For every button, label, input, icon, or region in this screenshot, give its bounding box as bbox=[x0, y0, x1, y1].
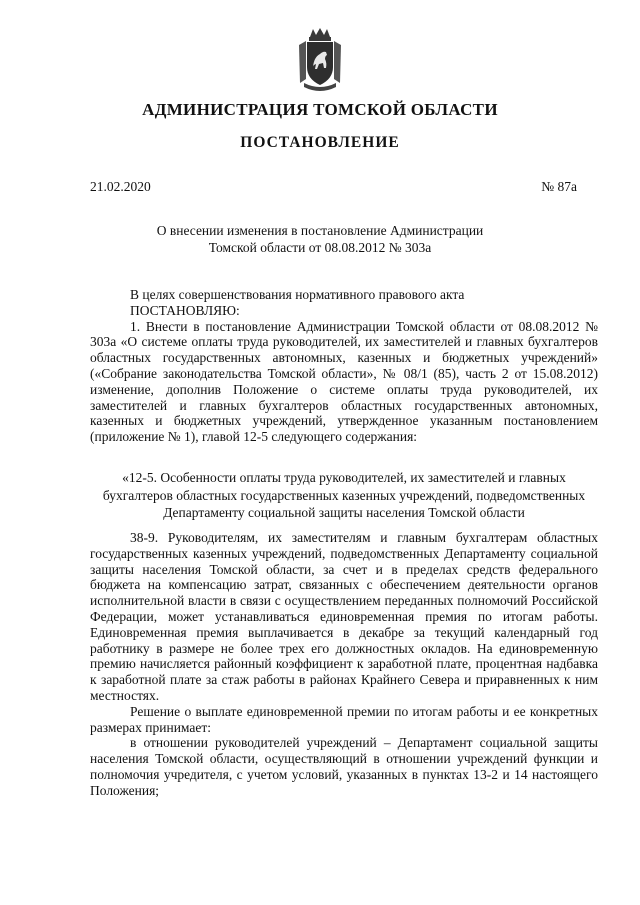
heads-paragraph: в отношении руководителей учреждений – Департамент социальной защиты населения Томской области, осуществляющий в отношении учреждений функции и полномочия учредителя, с учетом условий, указанных в пунктах 13-2 и 14 настоящего Положения; bbox=[90, 735, 598, 798]
document-subject bbox=[0, 222, 640, 256]
organization-title: АДМИНИСТРАЦИЯ ТОМСКОЙ ОБЛАСТИ bbox=[142, 100, 498, 119]
chapter-heading-line-3: Департаменту социальной защиты населения Томской области bbox=[163, 505, 525, 520]
resolve-paragraph: ПОСТАНОВЛЯЮ: bbox=[130, 302, 240, 318]
chapter-heading-line-2: бухгалтеров областных государственных казенных учреждений, подведомственных bbox=[102, 487, 586, 503]
document-date: 21.02.2020 bbox=[90, 179, 151, 194]
paragraph-38-9: 38-9. Руководителям, их заместителям и главным бухгалтерам областных государственных казенных учреждений, подведомственных Департаменту социальной защиты населения Томской области, за счет и в пределах средств федерального бюджета на компенсацию затрат, связанных с обеспечением деятельности органов исполнительной власти в связи с осуществлением переданных полномочий Российской Федерации, может устанавливаться единовременная премия по итогам работы. Единовременная премия выплачивается в декабре за текущий календарный год работнику в размере не более трех его должностных окладов. На единовременную премию начисляется районный коэффициент к заработной плате, процентная надбавка к заработной плате за стаж работы в районах Крайнего Севера и приравненных к ним местностях. bbox=[90, 530, 598, 703]
document-number: № 87а bbox=[541, 179, 577, 194]
chapter-heading bbox=[90, 469, 598, 522]
chapter-body bbox=[90, 530, 598, 799]
intro-block bbox=[90, 287, 598, 445]
decision-paragraph: Решение о выплате единовременной премии по итогам работы и ее конкретных размерах принимает: bbox=[90, 703, 598, 735]
subject-line-1: О внесении изменения в постановление Администрации bbox=[156, 223, 484, 238]
chapter-heading-line-1: «12-5. Особенности оплаты труда руководителей, их заместителей и главных bbox=[122, 470, 566, 485]
subject-line-2: Томской области от 08.08.2012 № 303а bbox=[208, 240, 432, 255]
coat-of-arms-icon bbox=[296, 27, 344, 93]
purpose-paragraph: В целях совершенствования нормативного правового акта bbox=[130, 287, 465, 302]
document-type: ПОСТАНОВЛЕНИЕ bbox=[240, 134, 400, 151]
item-1-paragraph: 1. Внести в постановление Администрации Томской области от 08.08.2012 № 303а «О системе оплаты труда руководителей, их заместителей и главных бухгалтеров областных государственных автономных, казенных и бюджетных учреждений» («Собрание законодательства Томской области», № 08/1 (85), часть 2 от 15.08.2012) изменение, дополнив Положение о системе оплаты труда руководителей, их заместителей и главных бухгалтеров областных государственных автономных, казенных и бюджетных учреждений, утвержденное указанным постановлением (приложение № 1), главой 12-5 следующего содержания: bbox=[90, 318, 598, 445]
